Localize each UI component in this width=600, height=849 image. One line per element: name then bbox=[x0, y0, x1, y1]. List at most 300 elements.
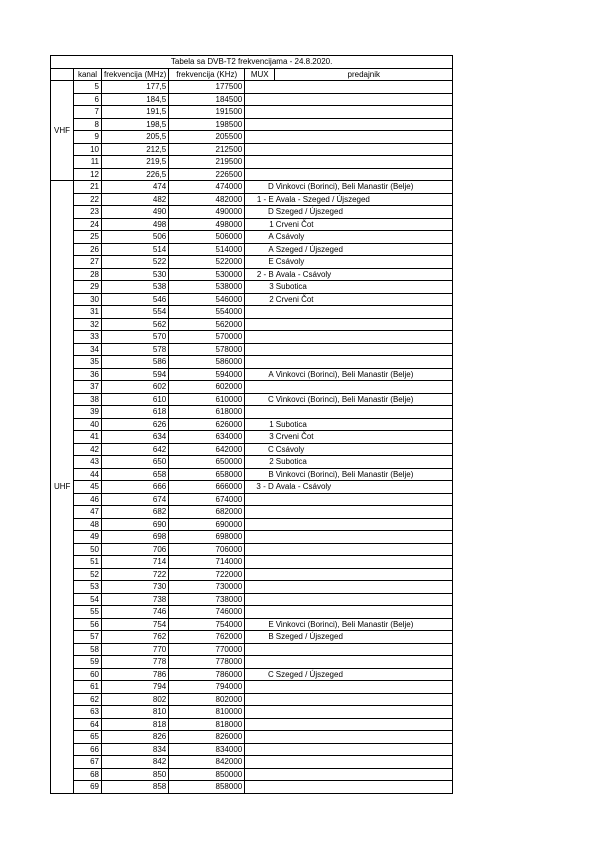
khz-cell: 754000 bbox=[169, 618, 245, 631]
channel-cell: 50 bbox=[74, 543, 102, 556]
khz-cell: 634000 bbox=[169, 431, 245, 444]
table-row bbox=[51, 268, 453, 281]
mux-cell bbox=[245, 506, 275, 519]
channel-cell: 47 bbox=[74, 506, 102, 519]
channel-cell: 24 bbox=[74, 218, 102, 231]
mux-cell bbox=[245, 381, 275, 394]
channel-cell: 46 bbox=[74, 493, 102, 506]
table-row bbox=[51, 131, 453, 144]
mhz-cell: 198,5 bbox=[102, 118, 169, 131]
mhz-cell: 754 bbox=[102, 618, 169, 631]
mux-cell: A bbox=[245, 243, 275, 256]
mux-cell bbox=[245, 81, 275, 94]
table-row bbox=[51, 93, 453, 106]
mhz-cell: 746 bbox=[102, 606, 169, 619]
transmitter-cell bbox=[275, 531, 453, 544]
table-row bbox=[51, 568, 453, 581]
mux-cell bbox=[245, 693, 275, 706]
channel-cell: 64 bbox=[74, 718, 102, 731]
title-row bbox=[51, 56, 453, 69]
mux-cell: 3 - D bbox=[245, 481, 275, 494]
khz-cell: 738000 bbox=[169, 593, 245, 606]
header-mux: MUX bbox=[245, 68, 275, 81]
khz-cell: 554000 bbox=[169, 306, 245, 319]
mhz-cell: 762 bbox=[102, 631, 169, 644]
table-row bbox=[51, 631, 453, 644]
khz-cell: 538000 bbox=[169, 281, 245, 294]
mhz-cell: 490 bbox=[102, 206, 169, 219]
channel-cell: 69 bbox=[74, 781, 102, 794]
khz-cell: 562000 bbox=[169, 318, 245, 331]
mux-cell bbox=[245, 356, 275, 369]
table-row bbox=[51, 756, 453, 769]
mux-cell: D bbox=[245, 181, 275, 194]
mhz-cell: 634 bbox=[102, 431, 169, 444]
mhz-cell: 778 bbox=[102, 656, 169, 669]
mhz-cell: 212,5 bbox=[102, 143, 169, 156]
table-row bbox=[51, 318, 453, 331]
transmitter-cell: Vinkovci (Borinci), Beli Manastir (Belje) bbox=[275, 468, 453, 481]
transmitter-cell bbox=[275, 556, 453, 569]
mhz-cell: 802 bbox=[102, 693, 169, 706]
mux-cell bbox=[245, 343, 275, 356]
channel-cell: 23 bbox=[74, 206, 102, 219]
mux-cell bbox=[245, 556, 275, 569]
mux-cell bbox=[245, 143, 275, 156]
channel-cell: 6 bbox=[74, 93, 102, 106]
mux-cell: 1 - E bbox=[245, 193, 275, 206]
transmitter-cell bbox=[275, 518, 453, 531]
mux-cell bbox=[245, 531, 275, 544]
table-row bbox=[51, 743, 453, 756]
mhz-cell: 530 bbox=[102, 268, 169, 281]
table-row bbox=[51, 693, 453, 706]
mhz-cell: 594 bbox=[102, 368, 169, 381]
khz-cell: 586000 bbox=[169, 356, 245, 369]
transmitter-cell: Vinkovci (Borinci), Beli Manastir (Belje) bbox=[275, 618, 453, 631]
table-row bbox=[51, 706, 453, 719]
khz-cell: 850000 bbox=[169, 768, 245, 781]
mhz-cell: 722 bbox=[102, 568, 169, 581]
mux-cell: E bbox=[245, 256, 275, 269]
mhz-cell: 578 bbox=[102, 343, 169, 356]
table-row bbox=[51, 468, 453, 481]
khz-cell: 770000 bbox=[169, 643, 245, 656]
table-row bbox=[51, 81, 453, 94]
transmitter-cell bbox=[275, 656, 453, 669]
mhz-cell: 514 bbox=[102, 243, 169, 256]
header-kanal: kanal bbox=[74, 68, 102, 81]
transmitter-cell bbox=[275, 693, 453, 706]
mhz-cell: 626 bbox=[102, 418, 169, 431]
transmitter-cell bbox=[275, 81, 453, 94]
table-row bbox=[51, 156, 453, 169]
mux-cell bbox=[245, 543, 275, 556]
khz-cell: 802000 bbox=[169, 693, 245, 706]
mhz-cell: 538 bbox=[102, 281, 169, 294]
mux-cell bbox=[245, 93, 275, 106]
channel-cell: 12 bbox=[74, 168, 102, 181]
khz-cell: 746000 bbox=[169, 606, 245, 619]
channel-cell: 9 bbox=[74, 131, 102, 144]
transmitter-cell bbox=[275, 331, 453, 344]
channel-cell: 8 bbox=[74, 118, 102, 131]
khz-cell: 650000 bbox=[169, 456, 245, 469]
mhz-cell: 730 bbox=[102, 581, 169, 594]
mhz-cell: 666 bbox=[102, 481, 169, 494]
mux-cell bbox=[245, 106, 275, 119]
khz-cell: 658000 bbox=[169, 468, 245, 481]
khz-cell: 610000 bbox=[169, 393, 245, 406]
khz-cell: 191500 bbox=[169, 106, 245, 119]
channel-cell: 37 bbox=[74, 381, 102, 394]
channel-cell: 36 bbox=[74, 368, 102, 381]
khz-cell: 212500 bbox=[169, 143, 245, 156]
mux-cell bbox=[245, 606, 275, 619]
mhz-cell: 586 bbox=[102, 356, 169, 369]
transmitter-cell bbox=[275, 581, 453, 594]
table-row bbox=[51, 118, 453, 131]
table-row bbox=[51, 681, 453, 694]
transmitter-cell: Avala - Csávoly bbox=[275, 268, 453, 281]
channel-cell: 22 bbox=[74, 193, 102, 206]
transmitter-cell bbox=[275, 568, 453, 581]
khz-cell: 722000 bbox=[169, 568, 245, 581]
table-row bbox=[51, 781, 453, 794]
mux-cell: C bbox=[245, 393, 275, 406]
mux-cell bbox=[245, 118, 275, 131]
mhz-cell: 610 bbox=[102, 393, 169, 406]
channel-cell: 57 bbox=[74, 631, 102, 644]
mhz-cell: 562 bbox=[102, 318, 169, 331]
channel-cell: 58 bbox=[74, 643, 102, 656]
transmitter-cell: Vinkovci (Borinci), Beli Manastir (Belje) bbox=[275, 393, 453, 406]
mhz-cell: 858 bbox=[102, 781, 169, 794]
mux-cell bbox=[245, 168, 275, 181]
header-khz: frekvencija (KHz) bbox=[169, 68, 245, 81]
khz-cell: 226500 bbox=[169, 168, 245, 181]
transmitter-cell: Avala - Csávoly bbox=[275, 481, 453, 494]
mhz-cell: 650 bbox=[102, 456, 169, 469]
table-row bbox=[51, 356, 453, 369]
mux-cell bbox=[245, 593, 275, 606]
transmitter-cell bbox=[275, 493, 453, 506]
mhz-cell: 177,5 bbox=[102, 81, 169, 94]
header-mhz: frekvencija (MHz) bbox=[102, 68, 169, 81]
frequency-table bbox=[50, 55, 453, 794]
transmitter-cell bbox=[275, 543, 453, 556]
channel-cell: 59 bbox=[74, 656, 102, 669]
khz-cell: 698000 bbox=[169, 531, 245, 544]
mhz-cell: 842 bbox=[102, 756, 169, 769]
table-row bbox=[51, 306, 453, 319]
khz-cell: 666000 bbox=[169, 481, 245, 494]
mux-cell bbox=[245, 643, 275, 656]
mhz-cell: 698 bbox=[102, 531, 169, 544]
mux-cell bbox=[245, 568, 275, 581]
mhz-cell: 205,5 bbox=[102, 131, 169, 144]
table-row bbox=[51, 418, 453, 431]
khz-cell: 482000 bbox=[169, 193, 245, 206]
khz-cell: 834000 bbox=[169, 743, 245, 756]
table-row bbox=[51, 231, 453, 244]
table-row bbox=[51, 518, 453, 531]
channel-cell: 35 bbox=[74, 356, 102, 369]
mhz-cell: 642 bbox=[102, 443, 169, 456]
mhz-cell: 184,5 bbox=[102, 93, 169, 106]
band-label: VHF bbox=[51, 81, 74, 181]
mux-cell: D bbox=[245, 206, 275, 219]
table-row bbox=[51, 343, 453, 356]
mux-cell: 1 bbox=[245, 218, 275, 231]
transmitter-cell bbox=[275, 356, 453, 369]
mhz-cell: 498 bbox=[102, 218, 169, 231]
mux-cell: 2 bbox=[245, 293, 275, 306]
mux-cell bbox=[245, 581, 275, 594]
mux-cell bbox=[245, 768, 275, 781]
table-row bbox=[51, 556, 453, 569]
khz-cell: 177500 bbox=[169, 81, 245, 94]
channel-cell: 31 bbox=[74, 306, 102, 319]
header-band bbox=[51, 68, 74, 81]
table-row bbox=[51, 368, 453, 381]
transmitter-cell: Csávoly bbox=[275, 256, 453, 269]
channel-cell: 27 bbox=[74, 256, 102, 269]
table-row bbox=[51, 218, 453, 231]
transmitter-cell bbox=[275, 131, 453, 144]
channel-cell: 41 bbox=[74, 431, 102, 444]
channel-cell: 45 bbox=[74, 481, 102, 494]
channel-cell: 49 bbox=[74, 531, 102, 544]
mhz-cell: 554 bbox=[102, 306, 169, 319]
transmitter-cell bbox=[275, 118, 453, 131]
khz-cell: 578000 bbox=[169, 343, 245, 356]
channel-cell: 33 bbox=[74, 331, 102, 344]
table-row bbox=[51, 281, 453, 294]
mhz-cell: 706 bbox=[102, 543, 169, 556]
table-row bbox=[51, 593, 453, 606]
table-row bbox=[51, 543, 453, 556]
mux-cell: 3 bbox=[245, 431, 275, 444]
khz-cell: 522000 bbox=[169, 256, 245, 269]
mhz-cell: 690 bbox=[102, 518, 169, 531]
table-row bbox=[51, 293, 453, 306]
table-row bbox=[51, 193, 453, 206]
transmitter-cell bbox=[275, 93, 453, 106]
channel-cell: 29 bbox=[74, 281, 102, 294]
transmitter-cell bbox=[275, 756, 453, 769]
mhz-cell: 818 bbox=[102, 718, 169, 731]
channel-cell: 66 bbox=[74, 743, 102, 756]
khz-cell: 858000 bbox=[169, 781, 245, 794]
khz-cell: 778000 bbox=[169, 656, 245, 669]
channel-cell: 53 bbox=[74, 581, 102, 594]
table-row bbox=[51, 456, 453, 469]
transmitter-cell: Subotica bbox=[275, 281, 453, 294]
channel-cell: 11 bbox=[74, 156, 102, 169]
transmitter-cell bbox=[275, 718, 453, 731]
table-row bbox=[51, 431, 453, 444]
channel-cell: 5 bbox=[74, 81, 102, 94]
transmitter-cell: Szeged / Újszeged bbox=[275, 631, 453, 644]
mux-cell bbox=[245, 518, 275, 531]
channel-cell: 60 bbox=[74, 668, 102, 681]
table-row bbox=[51, 606, 453, 619]
khz-cell: 618000 bbox=[169, 406, 245, 419]
transmitter-cell bbox=[275, 731, 453, 744]
khz-cell: 205500 bbox=[169, 131, 245, 144]
table-row bbox=[51, 643, 453, 656]
transmitter-cell bbox=[275, 768, 453, 781]
channel-cell: 63 bbox=[74, 706, 102, 719]
mhz-cell: 602 bbox=[102, 381, 169, 394]
transmitter-cell bbox=[275, 743, 453, 756]
transmitter-cell: Avala - Szeged / Újszeged bbox=[275, 193, 453, 206]
table-row bbox=[51, 668, 453, 681]
mhz-cell: 786 bbox=[102, 668, 169, 681]
table-row bbox=[51, 506, 453, 519]
mux-cell: C bbox=[245, 668, 275, 681]
transmitter-cell: Vinkovci (Borinci), Beli Manastir (Belje) bbox=[275, 368, 453, 381]
mhz-cell: 850 bbox=[102, 768, 169, 781]
khz-cell: 690000 bbox=[169, 518, 245, 531]
mux-cell bbox=[245, 743, 275, 756]
mhz-cell: 674 bbox=[102, 493, 169, 506]
transmitter-cell bbox=[275, 306, 453, 319]
mux-cell: C bbox=[245, 443, 275, 456]
transmitter-cell bbox=[275, 506, 453, 519]
mhz-cell: 570 bbox=[102, 331, 169, 344]
channel-cell: 25 bbox=[74, 231, 102, 244]
khz-cell: 546000 bbox=[169, 293, 245, 306]
channel-cell: 10 bbox=[74, 143, 102, 156]
mux-cell: 1 bbox=[245, 418, 275, 431]
transmitter-cell bbox=[275, 606, 453, 619]
channel-cell: 56 bbox=[74, 618, 102, 631]
mhz-cell: 714 bbox=[102, 556, 169, 569]
transmitter-cell bbox=[275, 706, 453, 719]
transmitter-cell: Crveni Čot bbox=[275, 431, 453, 444]
band-label: UHF bbox=[51, 181, 74, 794]
transmitter-cell bbox=[275, 381, 453, 394]
khz-cell: 626000 bbox=[169, 418, 245, 431]
channel-cell: 62 bbox=[74, 693, 102, 706]
khz-cell: 198500 bbox=[169, 118, 245, 131]
mux-cell bbox=[245, 131, 275, 144]
table-row bbox=[51, 581, 453, 594]
transmitter-cell bbox=[275, 681, 453, 694]
mux-cell bbox=[245, 681, 275, 694]
mux-cell: B bbox=[245, 631, 275, 644]
khz-cell: 474000 bbox=[169, 181, 245, 194]
table-row bbox=[51, 481, 453, 494]
transmitter-cell bbox=[275, 406, 453, 419]
transmitter-cell bbox=[275, 318, 453, 331]
table-row bbox=[51, 493, 453, 506]
table-row bbox=[51, 256, 453, 269]
channel-cell: 32 bbox=[74, 318, 102, 331]
table-row bbox=[51, 243, 453, 256]
mux-cell bbox=[245, 306, 275, 319]
table-row bbox=[51, 618, 453, 631]
khz-cell: 706000 bbox=[169, 543, 245, 556]
channel-cell: 52 bbox=[74, 568, 102, 581]
transmitter-cell: Szeged / Újszeged bbox=[275, 206, 453, 219]
transmitter-cell: Csávoly bbox=[275, 443, 453, 456]
mux-cell bbox=[245, 331, 275, 344]
header-row bbox=[51, 68, 453, 81]
transmitter-cell: Crveni Čot bbox=[275, 293, 453, 306]
mux-cell: 3 bbox=[245, 281, 275, 294]
khz-cell: 602000 bbox=[169, 381, 245, 394]
table-row bbox=[51, 143, 453, 156]
table-row bbox=[51, 443, 453, 456]
mhz-cell: 482 bbox=[102, 193, 169, 206]
mux-cell: 2 bbox=[245, 456, 275, 469]
khz-cell: 506000 bbox=[169, 231, 245, 244]
mhz-cell: 810 bbox=[102, 706, 169, 719]
transmitter-cell: Szeged / Újszeged bbox=[275, 243, 453, 256]
table-row bbox=[51, 656, 453, 669]
mux-cell bbox=[245, 156, 275, 169]
table-row bbox=[51, 768, 453, 781]
mux-cell bbox=[245, 731, 275, 744]
mux-cell: A bbox=[245, 231, 275, 244]
mhz-cell: 506 bbox=[102, 231, 169, 244]
channel-cell: 68 bbox=[74, 768, 102, 781]
channel-cell: 21 bbox=[74, 181, 102, 194]
channel-cell: 42 bbox=[74, 443, 102, 456]
transmitter-cell bbox=[275, 168, 453, 181]
channel-cell: 43 bbox=[74, 456, 102, 469]
mux-cell bbox=[245, 406, 275, 419]
khz-cell: 730000 bbox=[169, 581, 245, 594]
mhz-cell: 826 bbox=[102, 731, 169, 744]
mhz-cell: 226,5 bbox=[102, 168, 169, 181]
khz-cell: 794000 bbox=[169, 681, 245, 694]
channel-cell: 39 bbox=[74, 406, 102, 419]
transmitter-cell: Csávoly bbox=[275, 231, 453, 244]
mux-cell bbox=[245, 756, 275, 769]
channel-cell: 34 bbox=[74, 343, 102, 356]
mux-cell bbox=[245, 706, 275, 719]
table-row bbox=[51, 718, 453, 731]
table-row bbox=[51, 181, 453, 194]
mhz-cell: 618 bbox=[102, 406, 169, 419]
khz-cell: 762000 bbox=[169, 631, 245, 644]
channel-cell: 67 bbox=[74, 756, 102, 769]
table-title: Tabela sa DVB-T2 frekvencijama - 24.8.2020. bbox=[51, 56, 453, 69]
khz-cell: 530000 bbox=[169, 268, 245, 281]
mux-cell: E bbox=[245, 618, 275, 631]
transmitter-cell: Szeged / Újszeged bbox=[275, 668, 453, 681]
channel-cell: 38 bbox=[74, 393, 102, 406]
mhz-cell: 738 bbox=[102, 593, 169, 606]
transmitter-cell: Subotica bbox=[275, 456, 453, 469]
transmitter-cell bbox=[275, 156, 453, 169]
transmitter-cell: Vinkovci (Borinci), Beli Manastir (Belje) bbox=[275, 181, 453, 194]
mux-cell bbox=[245, 656, 275, 669]
mhz-cell: 794 bbox=[102, 681, 169, 694]
khz-cell: 818000 bbox=[169, 718, 245, 731]
table-row bbox=[51, 393, 453, 406]
table-row bbox=[51, 406, 453, 419]
transmitter-cell: Subotica bbox=[275, 418, 453, 431]
channel-cell: 40 bbox=[74, 418, 102, 431]
mhz-cell: 834 bbox=[102, 743, 169, 756]
transmitter-cell bbox=[275, 781, 453, 794]
table-row bbox=[51, 106, 453, 119]
